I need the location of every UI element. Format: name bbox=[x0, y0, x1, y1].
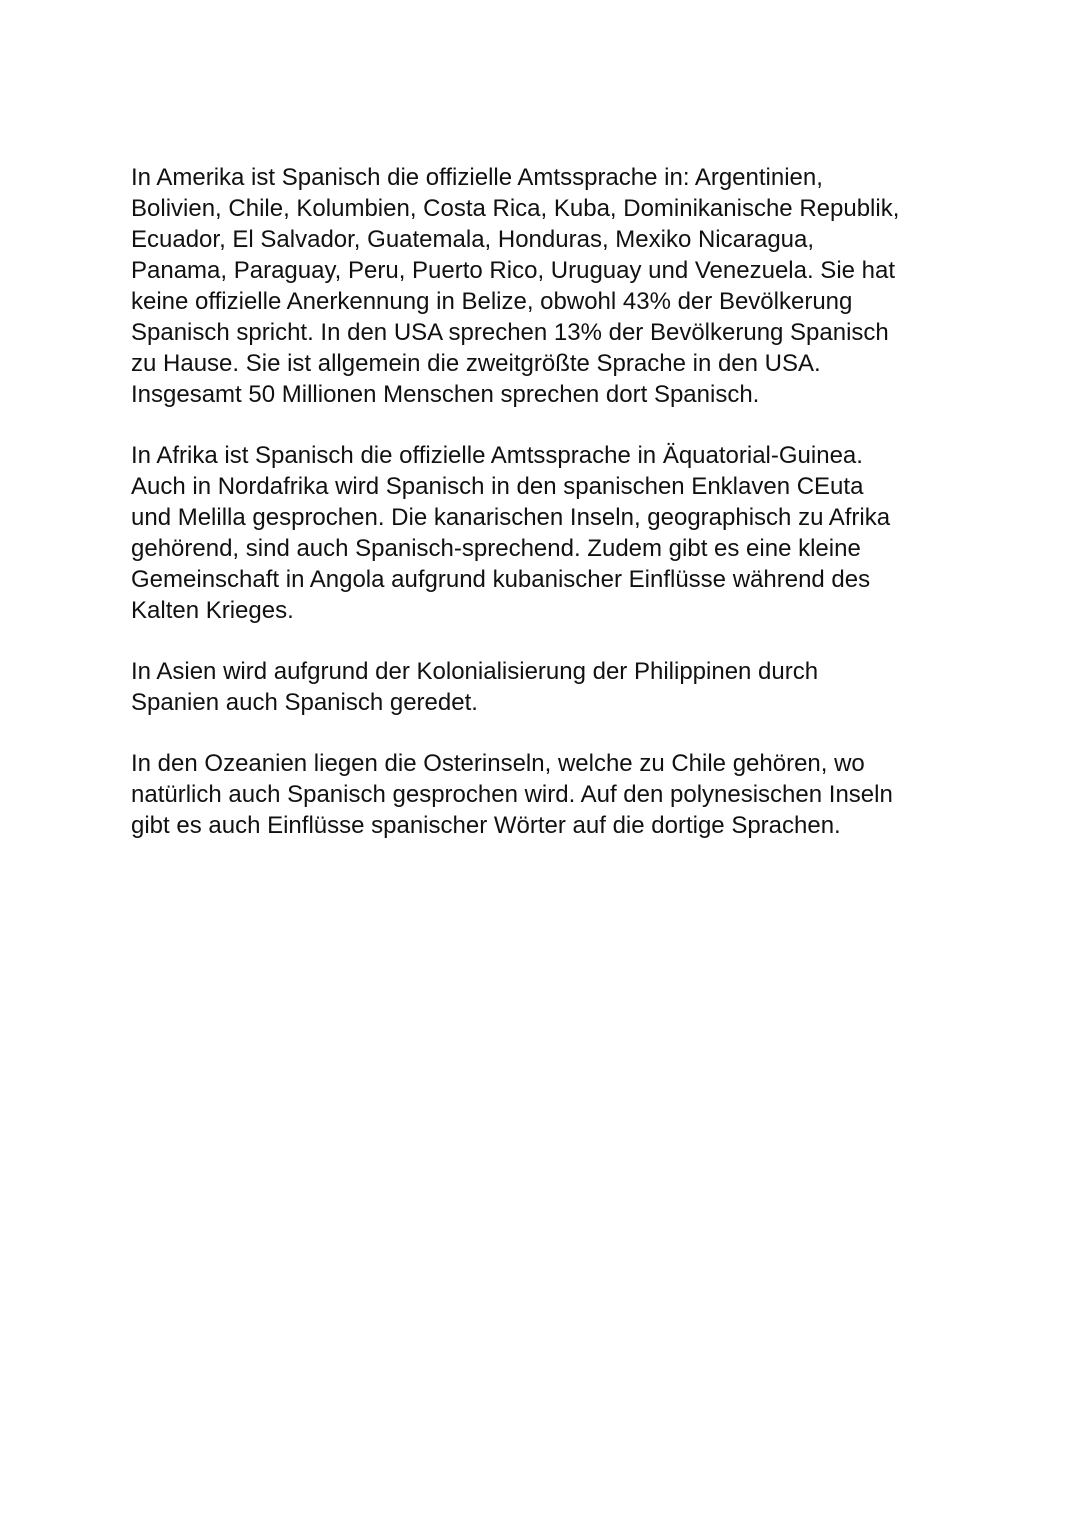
paragraph-line: In Afrika ist Spanisch die offizielle Amtssprache in Äquatorial-Guinea. bbox=[131, 442, 863, 469]
paragraph-line: Gemeinschaft in Angola aufgrund kubanischer Einflüsse während des bbox=[131, 566, 871, 593]
paragraph-line: Panama, Paraguay, Peru, Puerto Rico, Uruguay und Venezuela. Sie hat bbox=[131, 257, 896, 284]
paragraph-line: keine offizielle Anerkennung in Belize, obwohl 43% der Bevölkerung bbox=[131, 288, 853, 315]
paragraph-line: natürlich auch Spanisch gesprochen wird. Auf den polynesischen Inseln bbox=[131, 781, 893, 808]
paragraph-line: In Asien wird aufgrund der Kolonialisierung der Philippinen durch bbox=[131, 658, 819, 685]
paragraph-line: Kalten Krieges. bbox=[131, 597, 294, 624]
paragraph-line: In Amerika ist Spanisch die offizielle Amtssprache in: Argentinien, bbox=[131, 164, 823, 191]
paragraph-line: Insgesamt 50 Millionen Menschen sprechen dort Spanisch. bbox=[131, 381, 760, 408]
paragraph-line: gehörend, sind auch Spanisch-sprechend. Zudem gibt es eine kleine bbox=[131, 535, 861, 562]
paragraph-line: zu Hause. Sie ist allgemein die zweitgrößte Sprache in den USA. bbox=[131, 350, 821, 377]
paragraph-america bbox=[131, 162, 961, 410]
paragraph-line: gibt es auch Einflüsse spanischer Wörter auf die dortige Sprachen. bbox=[131, 812, 841, 839]
paragraph-line: Spanisch spricht. In den USA sprechen 13% der Bevölkerung Spanisch bbox=[131, 319, 889, 346]
paragraph-line: und Melilla gesprochen. Die kanarischen Inseln, geographisch zu Afrika bbox=[131, 504, 891, 531]
paragraph-oceania bbox=[131, 748, 961, 841]
document-page bbox=[131, 162, 961, 871]
paragraph-line: Spanien auch Spanisch geredet. bbox=[131, 689, 478, 716]
paragraph-line: Auch in Nordafrika wird Spanisch in den spanischen Enklaven CEuta bbox=[131, 473, 864, 500]
paragraph-africa bbox=[131, 440, 961, 626]
paragraph-line: Bolivien, Chile, Kolumbien, Costa Rica, Kuba, Dominikanische Republik, bbox=[131, 195, 900, 222]
paragraph-line: In den Ozeanien liegen die Osterinseln, welche zu Chile gehören, wo bbox=[131, 750, 865, 777]
paragraph-asia bbox=[131, 656, 961, 718]
paragraph-line: Ecuador, El Salvador, Guatemala, Honduras, Mexiko Nicaragua, bbox=[131, 226, 815, 253]
